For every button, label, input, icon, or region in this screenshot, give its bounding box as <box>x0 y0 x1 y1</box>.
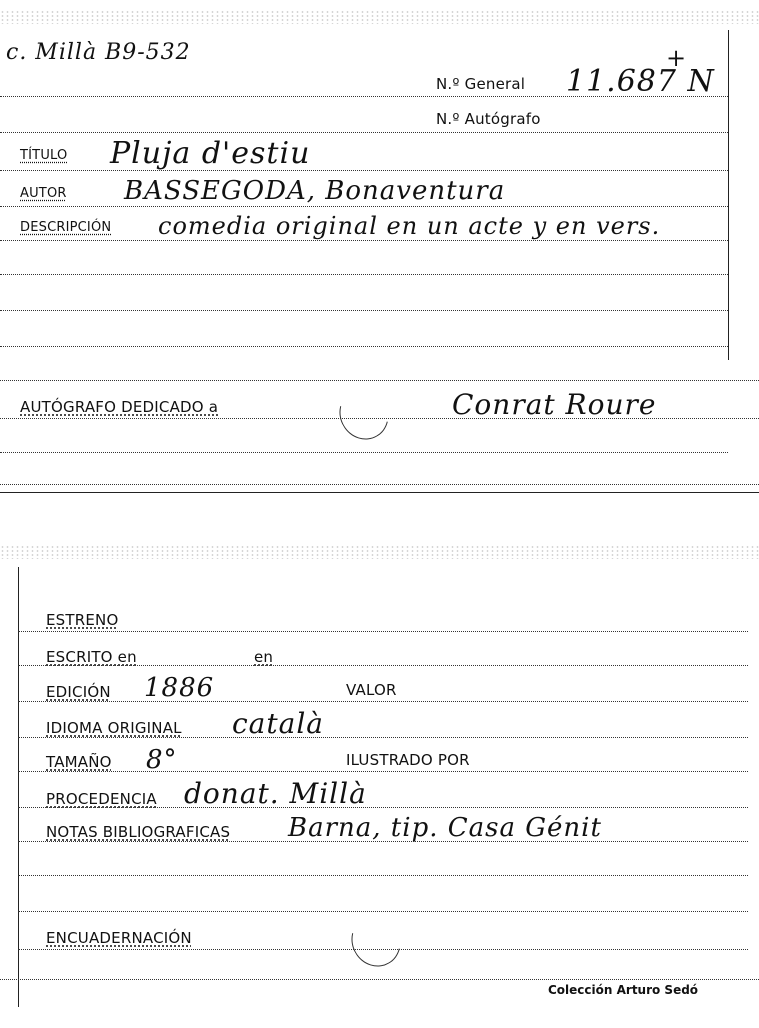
line-titulo <box>0 170 728 171</box>
descripcion-value: comedia original en un acte y en vers. <box>158 212 661 240</box>
line-encuadernacion <box>18 949 748 950</box>
dedicado-label: AUTÓGRAFO DEDICADO a <box>20 398 219 416</box>
line-estreno <box>18 631 748 632</box>
line-escrito <box>18 665 748 666</box>
line-desc-4 <box>0 346 728 347</box>
edicion-label: EDICIÓN <box>46 683 111 701</box>
autor-label: AUTOR <box>20 186 67 201</box>
line-notas <box>18 841 748 842</box>
line-top-bottom-1 <box>0 452 728 453</box>
line-general <box>0 96 728 97</box>
line-desc-3 <box>0 310 728 311</box>
general-number-mark: + <box>666 44 688 72</box>
line-notas-3 <box>18 911 748 912</box>
line-edicion <box>18 701 748 702</box>
encuadernacion-label: ENCUADERNACIÓN <box>46 929 192 947</box>
line-autografo <box>0 132 728 133</box>
descripcion-label: DESCRIPCIÓN <box>20 220 112 235</box>
procedencia-value: donat. Millà <box>184 777 367 810</box>
autografo-number-label: N.º Autógrafo <box>436 110 541 128</box>
idioma-value: català <box>232 707 324 740</box>
escrito-label: ESCRITO en <box>46 648 137 666</box>
bottom-catalog-card <box>0 495 759 1028</box>
notas-value: Barna, tip. Casa Génit <box>288 813 602 843</box>
line-desc-1 <box>0 240 728 241</box>
escrito-en-label: en <box>254 648 274 666</box>
embossed-seal <box>330 379 398 448</box>
ilustrado-label: ILUSTRADO POR <box>346 751 470 769</box>
titulo-value: Pluja d'estiu <box>110 136 311 171</box>
collection-stamp: Colección Arturo Sedó <box>548 983 699 997</box>
line-desc-5 <box>0 380 759 381</box>
tamano-value: 8° <box>146 745 178 775</box>
general-number-value: 11.687 N <box>566 64 715 99</box>
valor-label: VALOR <box>346 681 397 699</box>
card-left-border <box>18 567 19 1007</box>
line-procedencia <box>18 807 748 808</box>
line-tamano <box>18 771 748 772</box>
procedencia-label: PROCEDENCIA <box>46 790 157 808</box>
general-number-label: N.º General <box>436 75 526 93</box>
titulo-label: TÍTULO <box>20 148 68 163</box>
line-desc-2 <box>0 274 728 275</box>
line-autor <box>0 206 728 207</box>
line-notas-2 <box>18 875 748 876</box>
card-edge-top <box>0 10 759 24</box>
estreno-label: ESTRENO <box>46 611 119 629</box>
line-top-bottom-2 <box>0 484 759 485</box>
idioma-label: IDIOMA ORIGINAL <box>46 719 182 737</box>
card-edge-bottom-top <box>0 545 759 559</box>
edicion-value: 1886 <box>144 673 215 703</box>
line-idioma <box>18 737 748 738</box>
autor-value: BASSEGODA, Bonaventura <box>124 176 506 206</box>
card-right-border <box>728 30 729 360</box>
dedicado-value: Conrat Roure <box>452 388 657 421</box>
notas-label: NOTAS BIBLIOGRAFICAS <box>46 823 231 841</box>
shelfmark: c. Millà B9-532 <box>6 40 191 65</box>
embossed-seal-bottom <box>342 906 410 975</box>
line-dedicado <box>0 418 759 419</box>
top-catalog-card <box>0 0 759 495</box>
line-bottom <box>0 979 759 980</box>
tamano-label: TAMAÑO <box>46 753 112 771</box>
card-separator <box>0 492 759 493</box>
